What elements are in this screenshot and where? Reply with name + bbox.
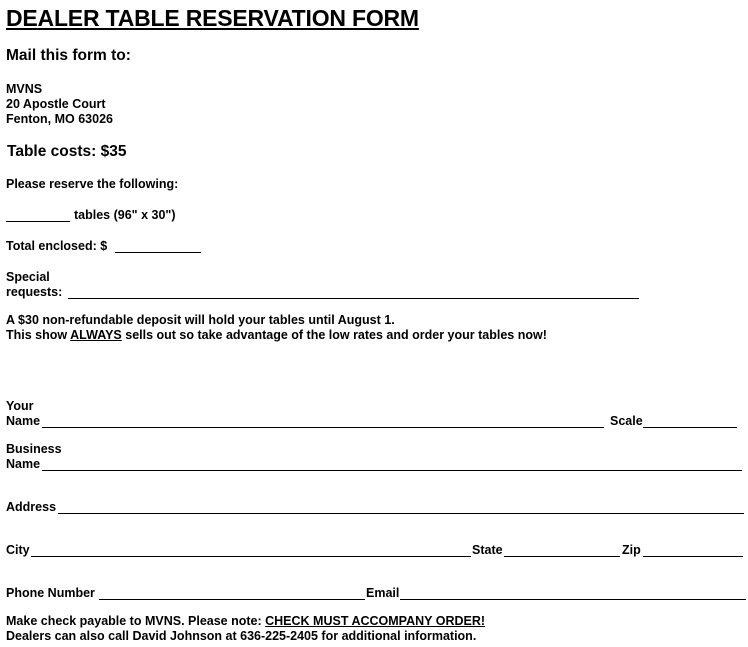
your-name-field[interactable] <box>42 427 604 428</box>
show-note-pre: This show <box>6 328 71 342</box>
address-city: Fenton, MO 63026 <box>6 112 113 126</box>
scale-field[interactable] <box>643 427 737 428</box>
payable-note <box>6 614 485 629</box>
state-field[interactable] <box>504 556 620 557</box>
reserve-intro: Please reserve the following: <box>6 177 179 191</box>
phone-field[interactable] <box>99 599 365 600</box>
total-amount-field[interactable] <box>115 252 201 253</box>
show-note-emphasis: ALWAYS <box>70 328 122 342</box>
show-note <box>6 328 547 343</box>
deposit-note: A $30 non-refundable deposit will hold your tables until August 1. <box>6 313 395 327</box>
address-field[interactable] <box>58 513 744 514</box>
business-label-line2: Name <box>6 457 41 471</box>
address-label: Address <box>6 500 57 514</box>
zip-field[interactable] <box>643 556 743 557</box>
state-label: State <box>472 543 503 557</box>
business-label-line1: Business <box>6 442 62 456</box>
tables-label: tables (96" x 30") <box>74 208 176 222</box>
special-label-line1: Special <box>6 270 50 284</box>
business-name-field[interactable] <box>42 470 742 471</box>
table-costs: Table costs: $35 <box>7 143 127 160</box>
email-field[interactable] <box>400 599 746 600</box>
phone-label: Phone Number <box>6 586 95 600</box>
form-title: DEALER TABLE RESERVATION FORM <box>6 5 419 31</box>
total-label: Total enclosed: $ <box>6 239 108 253</box>
show-note-post: sells out so take advantage of the low rates and order your tables now! <box>121 328 547 342</box>
address-name: MVNS <box>6 82 43 96</box>
scale-label: Scale <box>610 414 643 428</box>
payable-note-emphasis: CHECK MUST ACCOMPANY ORDER! <box>265 614 486 628</box>
address-street: 20 Apostle Court <box>6 97 106 111</box>
city-field[interactable] <box>31 556 471 557</box>
zip-label: Zip <box>622 543 641 557</box>
call-note: Dealers can also call David Johnson at 636-225-2405 for additional information. <box>6 629 477 643</box>
tables-quantity-field[interactable] <box>6 221 70 222</box>
special-label-line2: requests: <box>6 285 63 299</box>
your-name-label-line2: Name <box>6 414 41 428</box>
payable-note-pre: Make check payable to MVNS. Please note: <box>6 614 266 628</box>
your-name-label-line1: Your <box>6 399 34 413</box>
city-label: City <box>6 543 30 557</box>
special-requests-field[interactable] <box>68 298 639 299</box>
mail-heading: Mail this form to: <box>6 47 131 64</box>
email-label: Email <box>366 586 400 600</box>
